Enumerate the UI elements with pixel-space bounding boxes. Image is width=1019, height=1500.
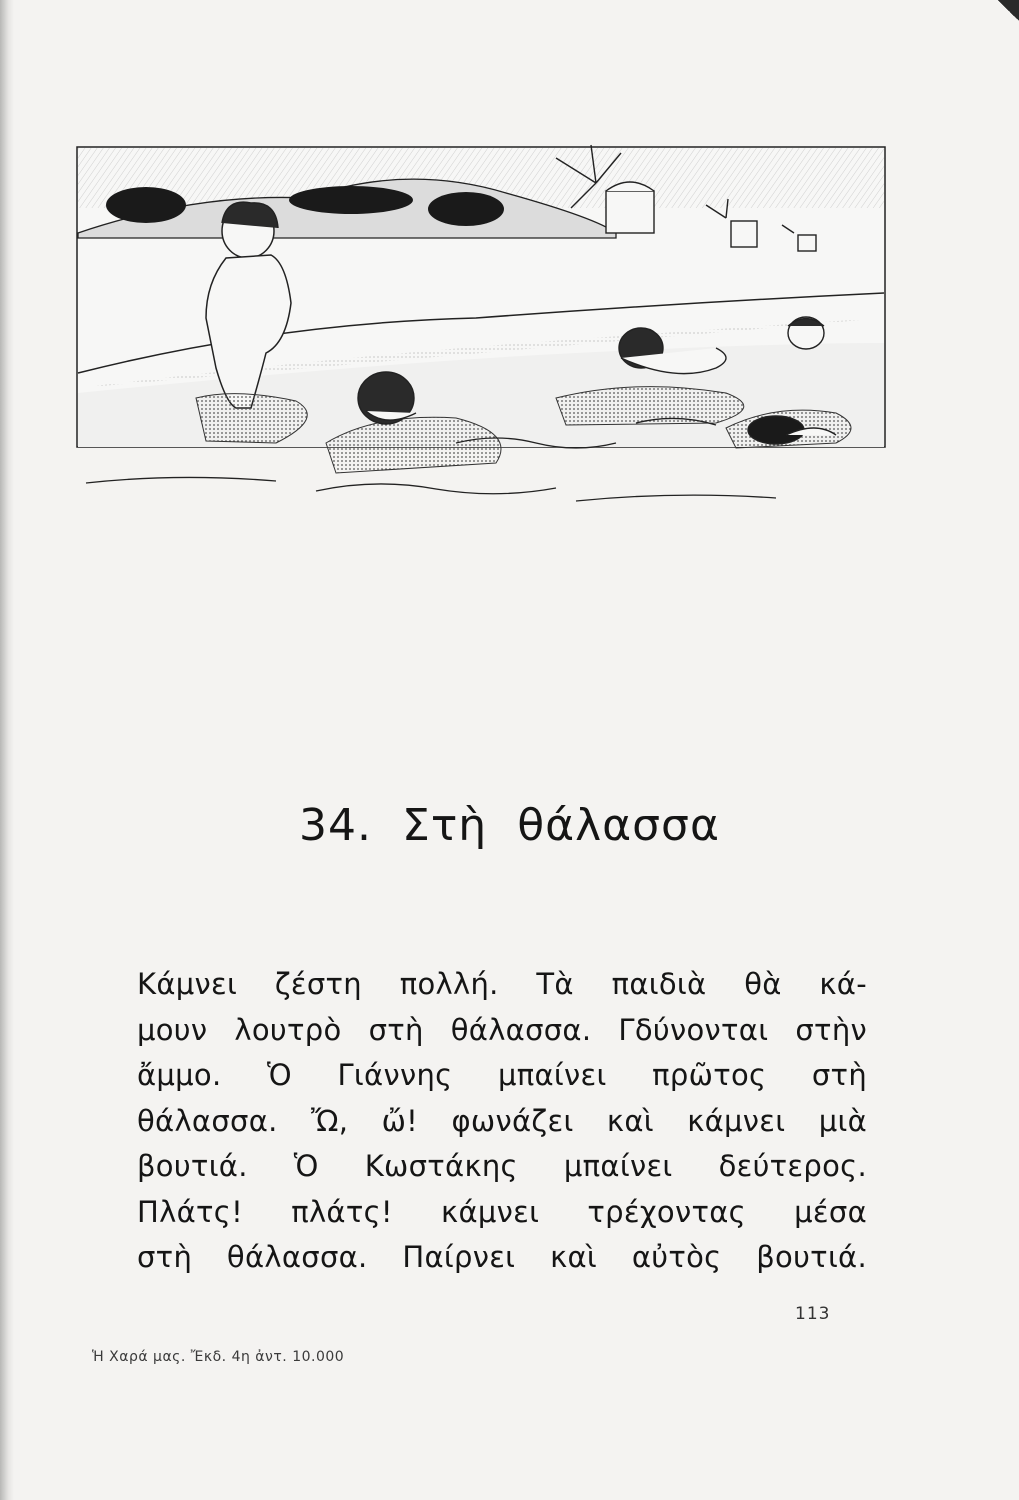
lesson-title <box>0 800 1019 851</box>
lesson-title-word-2: θάλασσα <box>517 800 720 851</box>
body-line: στὴ θάλασσα. Παίρνει καὶ αὐτὸς βουτιά. <box>137 1240 867 1274</box>
lesson-title-word-1: Στὴ <box>402 800 488 851</box>
footer-imprint: Ἡ Χαρά μας. Ἔκδ. 4η ἀντ. 10.000 <box>92 1349 345 1365</box>
page-number: 113 <box>795 1304 831 1324</box>
page-edge-shadow <box>0 0 14 1500</box>
body-line: ἄμμο. Ὁ Γιάννης μπαίνει πρῶτος στὴ <box>137 1058 867 1092</box>
body-line: μουν λουτρὸ στὴ θάλασσα. Γδύνονται στὴν <box>137 1012 867 1047</box>
body-line: βουτιά. Ὁ Κωστάκης μπαίνει δεύτερος. <box>137 1149 867 1183</box>
beach-illustration <box>76 143 886 505</box>
page-corner <box>979 0 1019 30</box>
body-line: θάλασσα. Ὤ, ὤ! φωνάζει καὶ κάμνει μιὰ <box>137 1103 867 1138</box>
lesson-body <box>137 962 867 1281</box>
lesson-number: 34. <box>299 800 373 851</box>
body-line: Πλάτς! πλάτς! κάμνει τρέχοντας μέσα <box>137 1194 867 1229</box>
body-line: Κάμνει ζέστη πολλή. Τὰ παιδιὰ θὰ κά- <box>137 967 867 1001</box>
